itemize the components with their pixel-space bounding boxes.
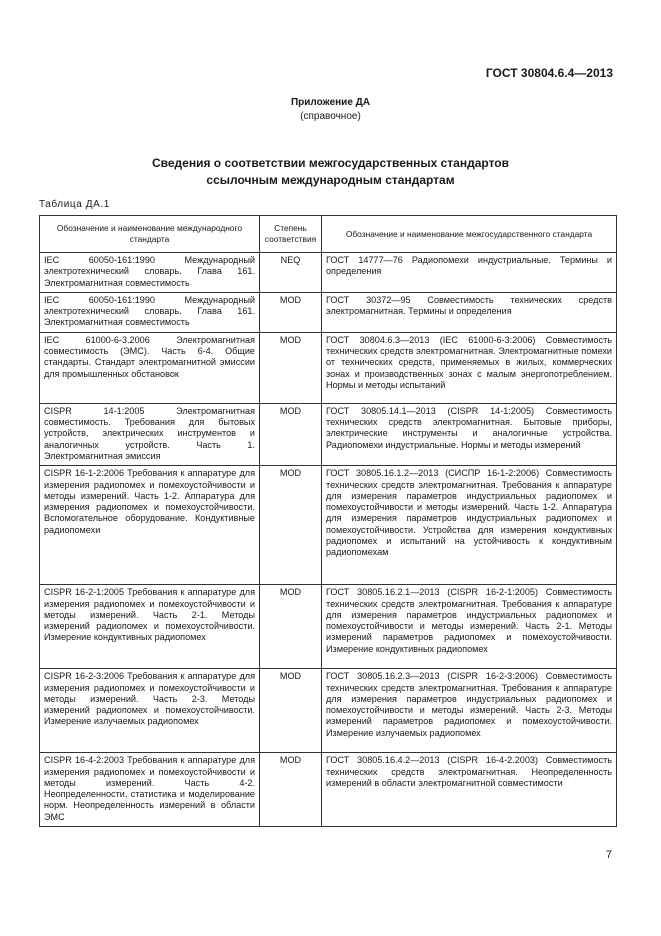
interstate-standard: ГОСТ 30805.16.2.3—2013 (CISPR 16-2-3:2006) Совместимость технических средств электромагнитная. Требования к аппаратуре для измерения параметров индустриальных радиопомех и помехоустойчивости и методы измерений. Часть 2-3. Методы измерений параметров радиопомех и помехоустойчивости. Измерение излучаемых радиопомех	[322, 669, 617, 753]
international-standard: IEC 60050-161:1990 Международный электротехнический словарь. Глава 161. Электромагнитная совместимость	[40, 253, 260, 293]
interstate-standard: ГОСТ 30805.16.2.1—2013 (CISPR 16-2-1:2005) Совместимость технических средств электромагнитная. Требования к аппаратуре для измерения параметров индустриальных радиопомех и помехоустойчивости и методы измерений. Часть 2-1. Методы измерений параметров радиопомех и помехоустойчивости. Измерение кондуктивных радиопомех	[322, 585, 617, 669]
international-standard: CISPR 16-2-3:2006 Требования к аппаратуре для измерения радиопомех и помехоустойчивости и методы измерений. Часть 2-3. Методы измерений радиопомех и помехоустойчивости. Измерение излучаемых радиопомех	[40, 669, 260, 753]
degree-of-correspondence: MOD	[260, 332, 322, 403]
header-international: Обозначение и наименование международного стандарта	[40, 216, 260, 253]
table-row	[40, 669, 617, 753]
main-title-line-2: ссылочным международным стандартам	[206, 173, 455, 187]
international-standard: CISPR 16-4-2:2003 Требования к аппаратуре для измерения радиопомех и помехоустойчивости и методы измерений. Часть 4-2. Неопределенности, статистика и моделирование норм. Неопределенность измерений в области ЭМС	[40, 753, 260, 827]
international-standard: IEC 61000-6-3.2006 Электромагнитная совместимость (ЭМС). Часть 6-4. Общие стандарты. Стандарт электромагнитной эмиссии для промышленных обстановок	[40, 332, 260, 403]
main-title	[0, 155, 661, 189]
international-standard: CISPR 14-1:2005 Электромагнитная совместимость. Требования для бытовых устройств, электрических инструментов и аналогичных устройств. Часть 1. Электромагнитная эмиссия	[40, 403, 260, 465]
table-row	[40, 253, 617, 293]
table-row	[40, 753, 617, 827]
header-interstate: Обозначение и наименование межгосударственного стандарта	[322, 216, 617, 253]
table-label: Таблица ДА.1	[39, 199, 110, 210]
degree-of-correspondence: MOD	[260, 466, 322, 585]
annex-subtitle: (справочное)	[300, 111, 361, 122]
degree-of-correspondence: MOD	[260, 585, 322, 669]
table-row	[40, 585, 617, 669]
interstate-standard: ГОСТ 30805.16.1.2—2013 (СИСПР 16-1-2:2006) Совместимость технических средств электромагнитная. Требования к аппаратуре для измерения параметров индустриальных радиопомех и помехоустойчивости и методы измерений. Часть 1-2. Аппаратура для измерения параметров индустриальных радиопомех и помехоустойчивости. Устройства для измерения кондуктивных радиопомех и испытаний на устойчивость к кондуктивным радиопомехам	[322, 466, 617, 585]
international-standard: CISPR 16-1-2:2006 Требования к аппаратуре для измерения радиопомех и помехоустойчивости и методы измерений. Часть 1-2. Аппаратура для измерения радиопомех и помехоустойчивости. Вспомогательное оборудование. Кондуктивные радиопомехи	[40, 466, 260, 585]
degree-of-correspondence: MOD	[260, 403, 322, 465]
interstate-standard: ГОСТ 30804.6.3—2013 (IEC 61000-6-3:2006) Совместимость технических средств электромагнитная. Электромагнитные помехи от технических средств, применяемых в жилых, коммерческих зонах и производственных зонах с малым энергопотреблением. Нормы и методы испытаний	[322, 332, 617, 403]
table-row	[40, 403, 617, 465]
correspondence-table	[39, 215, 617, 827]
main-title-line-1: Сведения о соответствии межгосударственных стандартов	[152, 156, 509, 170]
annex-heading	[0, 96, 661, 124]
degree-of-correspondence: MOD	[260, 753, 322, 827]
annex-title: Приложение ДА	[290, 97, 371, 108]
degree-of-correspondence: MOD	[260, 292, 322, 332]
document-code: ГОСТ 30804.6.4—2013	[485, 66, 613, 80]
page-number: 7	[605, 849, 612, 861]
table-row	[40, 292, 617, 332]
interstate-standard: ГОСТ 30805.16.4.2—2013 (CISPR 16-4-2.2003) Совместимость технических средств электромагнитная. Неопределенность измерений в области электромагнитной совместимости	[322, 753, 617, 827]
table-row	[40, 332, 617, 403]
table-header-row	[40, 216, 617, 253]
international-standard: CISPR 16-2-1:2005 Требования к аппаратуре для измерения радиопомех и помехоустойчивости и методы измерений. Часть 2-1. Методы измерений радиопомех и помехоустойчивости. Измерение кондуктивных радиопомех	[40, 585, 260, 669]
table-row	[40, 466, 617, 585]
header-degree: Степень соответствия	[260, 216, 322, 253]
international-standard: IEC 60050-161:1990 Международный электротехнический словарь. Глава 161. Электромагнитная совместимость	[40, 292, 260, 332]
interstate-standard: ГОСТ 30805.14.1—2013 (CISPR 14-1:2005) Совместимость технических средств электромагнитная. Бытовые приборы, электрические инструменты и аналогичные устройства. Радиопомехи индустриальные. Нормы и методы измерений	[322, 403, 617, 465]
degree-of-correspondence: MOD	[260, 669, 322, 753]
degree-of-correspondence: NEQ	[260, 253, 322, 293]
interstate-standard: ГОСТ 30372—95 Совместимость технических средств электромагнитная. Термины и определения	[322, 292, 617, 332]
interstate-standard: ГОСТ 14777—76 Радиопомехи индустриальные. Термины и определения	[322, 253, 617, 293]
